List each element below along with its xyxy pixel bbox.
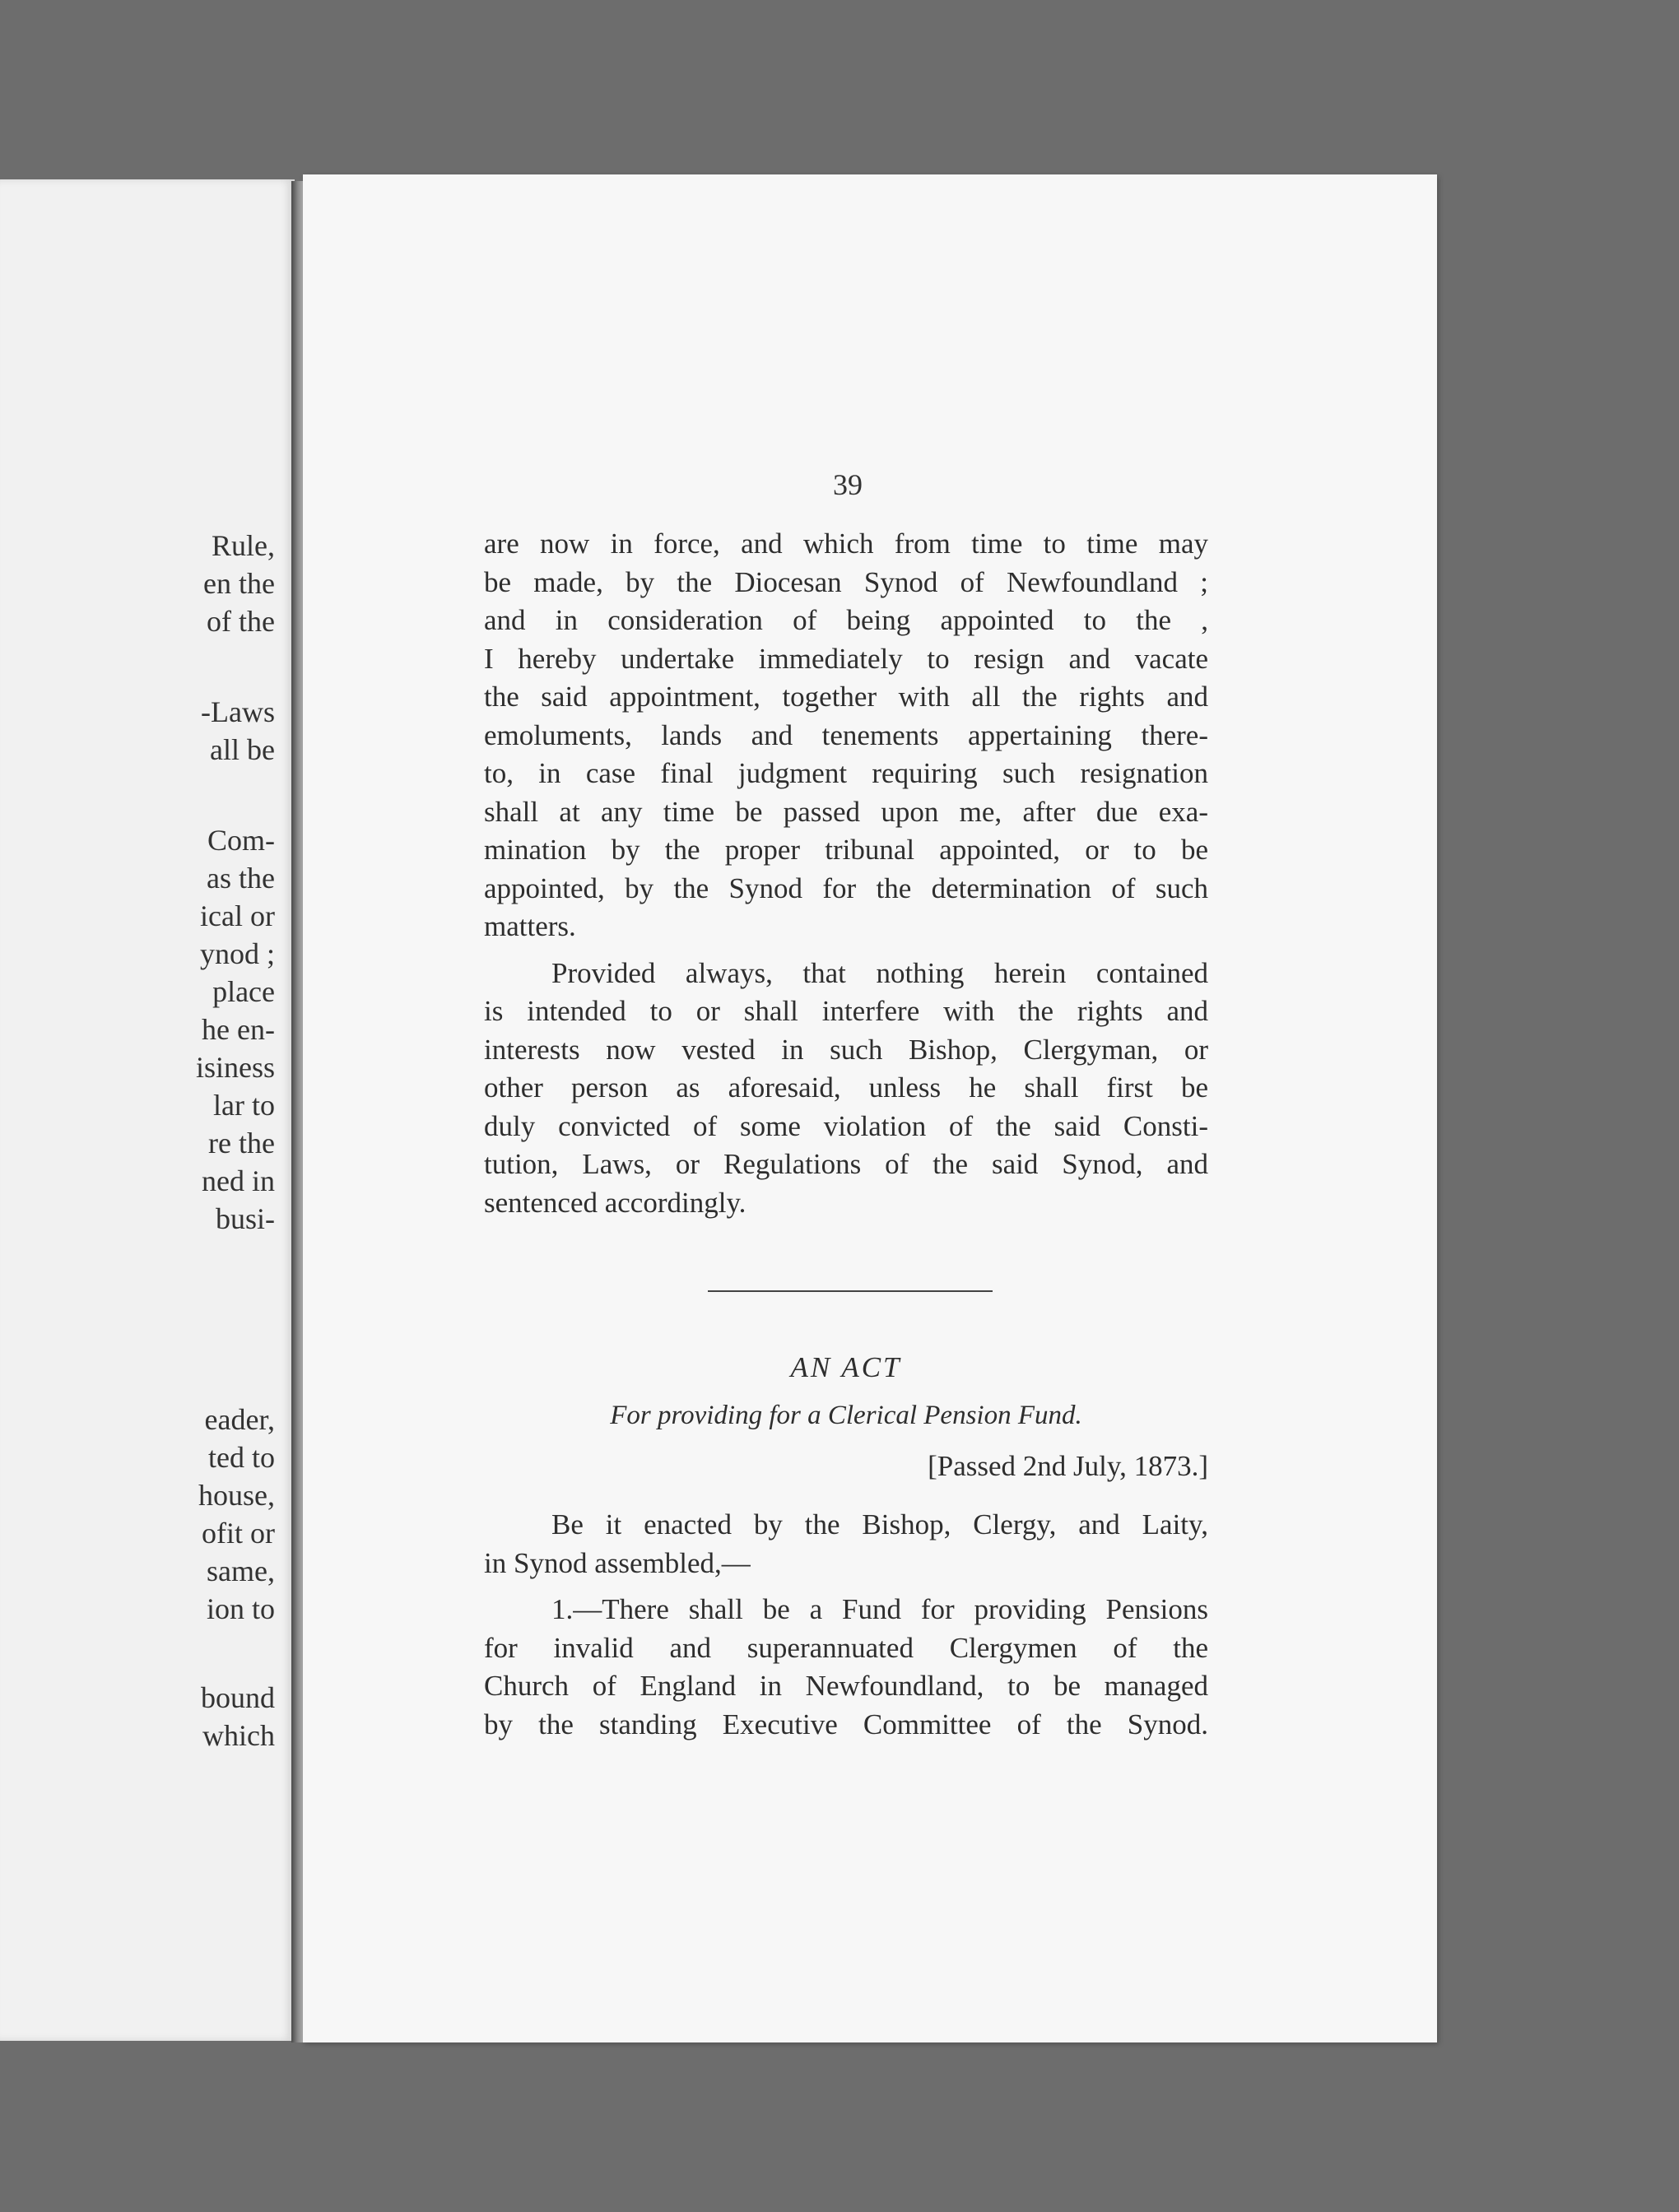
left-fragment: Com-: [207, 824, 275, 857]
text-line: to, in case final judgment requiring such resignation: [484, 757, 1208, 789]
left-fragment: house,: [198, 1479, 275, 1512]
text-line: appointed, by the Synod for the determination of such: [484, 871, 1208, 904]
text-line: duly convicted of some violation of the said Consti-: [484, 1109, 1208, 1142]
left-page: [0, 179, 295, 2041]
left-fragment: ned in: [202, 1164, 275, 1197]
paragraph-declaration: [484, 525, 1208, 1222]
left-fragment: ion to: [206, 1592, 275, 1625]
text-line: Church of England in Newfoundland, to be managed: [484, 1670, 1208, 1702]
left-fragment: ted to: [208, 1441, 275, 1474]
text-line: Provided always, that nothing herein contained: [551, 956, 1208, 989]
act-title: AN ACT: [790, 1351, 902, 1383]
left-fragment: he en-: [202, 1013, 275, 1046]
text-line: mination by the proper tribunal appointed, or to be: [484, 834, 1208, 866]
text-line: Be it enacted by the Bishop, Clergy, and Laity,: [551, 1508, 1208, 1540]
text-line: 1.—There shall be a Fund for providing Pensions: [551, 1593, 1208, 1625]
text-line: for invalid and superannuated Clergymen of the: [484, 1631, 1208, 1664]
text-line: tution, Laws, or Regulations of the said Synod, and: [484, 1148, 1208, 1180]
left-fragment: all be: [210, 733, 275, 766]
left-fragment: -Laws: [201, 695, 275, 728]
text-line: other person as aforesaid, unless he shall first be: [484, 1071, 1208, 1104]
left-fragment: isiness: [195, 1051, 275, 1084]
text-line: in Synod assembled,—: [484, 1546, 751, 1579]
text-line: be made, by the Diocesan Synod of Newfoundland ;: [484, 565, 1208, 598]
act-body: [484, 1506, 1208, 1744]
left-fragment: en the: [203, 567, 275, 600]
act-subtitle: For providing for a Clerical Pension Fund.: [610, 1401, 1082, 1430]
text-line: emoluments, lands and tenements appertaining there-: [484, 718, 1208, 751]
section-divider: [708, 1290, 993, 1292]
text-line: the said appointment, together with all the rights and: [484, 681, 1208, 713]
text-line: sentenced accordingly.: [484, 1186, 746, 1219]
left-fragment: busi-: [216, 1202, 275, 1235]
text-line: shall at any time be passed upon me, after due exa-: [484, 795, 1208, 828]
left-fragment: eader,: [204, 1403, 275, 1436]
left-fragment: as the: [207, 862, 275, 895]
text-line: are now in force, and which from time to time may: [484, 527, 1208, 560]
page-number: 39: [833, 468, 863, 501]
text-line: and in consideration of being appointed to the ,: [484, 604, 1208, 636]
left-fragment: same,: [207, 1554, 275, 1587]
text-line: is intended to or shall interfere with the rights and: [484, 995, 1208, 1027]
act-passed-date: [Passed 2nd July, 1873.]: [928, 1450, 1208, 1482]
text-line: interests now vested in such Bishop, Clergyman, or: [484, 1033, 1208, 1066]
left-fragment: re the: [208, 1127, 275, 1159]
text-line: by the standing Executive Committee of the Synod.: [484, 1708, 1208, 1740]
left-fragment: ofit or: [202, 1517, 275, 1550]
left-fragment: lar to: [213, 1089, 275, 1122]
left-fragment: Rule,: [212, 529, 275, 562]
left-fragment: bound: [201, 1681, 275, 1714]
left-fragment: ical or: [200, 899, 275, 932]
text-line: matters.: [484, 910, 576, 942]
left-fragment: place: [212, 975, 275, 1008]
left-fragment: ynod ;: [199, 937, 275, 970]
left-fragment: which: [202, 1719, 275, 1752]
text-line: I hereby undertake immediately to resign and vacate: [484, 642, 1208, 675]
left-fragment: of the: [207, 605, 275, 638]
